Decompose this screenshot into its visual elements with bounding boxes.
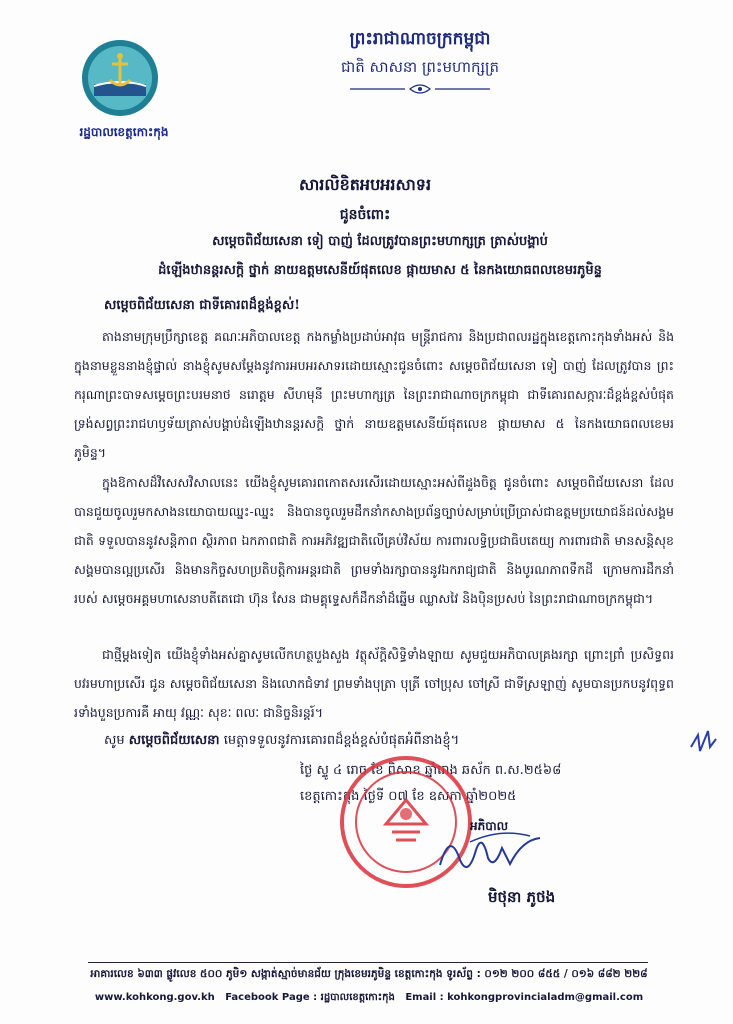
salutation: សម្តេចពិជ័យសេនា ជាទីគោរពដ៏ខ្ពង់ខ្ពស់!	[104, 298, 300, 313]
footer-contacts	[74, 990, 664, 1005]
closing-prefix: សូម	[104, 733, 125, 748]
body-paragraph-1: តាងនាមក្រុមប្រឹក្សាខេត្ត គណៈអភិបាលខេត្ត កងកម្លាំងប្រដាប់អាវុធ មន្ត្រីរាជការ និងប្រជាពលរដ្ឋក្នុងខេត្តកោះកុងទាំងអស់ និងក្នុងនាមខ្លួននាងខ្ញុំផ្ទាល់ នាងខ្ញុំសូមសម្តែងនូវការអបអរសាទរដោយស្មោះជូនចំពោះ សម្តេចពិជ័យសេនា ទៀ បាញ់ ដែលត្រូវបាន ព្រះករុណាព្រះបាទសម្តេចព្រះបរមនាថ នរោត្តម សីហមុនី ព្រះមហាក្សត្រ នៃព្រះរាជាណាចក្រកម្ពុជា ជាទីគោរពសក្ការៈដ៏ខ្ពង់ខ្ពស់បំផុត ទ្រង់សព្វព្រះរាជហឫទ័យត្រាស់បង្គាប់ដំឡើងឋានន្តរសក្តិ ថ្នាក់ នាយឧត្តមសេនីយ៍ផុតលេខ ផ្កាយមាស ៥ នៃកងយោធពលខេមរភូមិន្ទ។	[74, 329, 674, 460]
lunar-date: ថ្ងៃ ស្ទូ ៤ រោច ខែ ពិសាខ ឆ្នាំរោង ឆស័ក ព.ស.២៥៦៨	[300, 763, 562, 778]
footer-email-link[interactable]: kohkongprovincialadm@gmail.com	[447, 992, 644, 1003]
signatory-name: មិថុនា ភូថង	[488, 888, 556, 906]
motto-ornament	[350, 82, 490, 96]
handwritten-signature	[430, 820, 550, 880]
kingdom-heading: ព្រះរាជាណាចក្រកម្ពុជា	[349, 29, 491, 49]
issuer-name: រដ្ឋបាលខេត្តកោះកុង	[79, 125, 169, 139]
footer-website-link[interactable]: www.kohkong.gov.kh	[94, 992, 215, 1003]
body-paragraph-3: ជាថ្មីម្តងទៀត យើងខ្ញុំទាំងអស់គ្នាសូមលើកហត្ថបួងសួង វត្ថុស័ក្តិសិទ្ធិទាំងឡាយ សូមជួយអភិបាលគ្រងរក្សា ព្រោះព្រាំ ប្រសិទ្ធពរ បវរមហាប្រសើរ ជូន សម្តេចពិជ័យសេនា និងលោកជំទាវ ព្រមទាំងបុត្រា បុត្រី ចៅប្រុស ចៅស្រី ជាទីស្រឡាញ់ សូមបានប្រកបនូវពុទ្ធពរទាំងបួនប្រការគឺ អាយុ វណ្ណៈ សុខៈ ពលៈ ជានិច្ចនិរន្តរ៍។	[74, 647, 674, 720]
province-logo	[80, 38, 160, 118]
closing-name: សម្តេចពិជ័យសេនា	[128, 733, 220, 748]
national-motto: ជាតិ សាសនា ព្រះមហាក្សត្រ	[340, 58, 500, 76]
recipient-line-2: ដំឡើងឋានន្តរសក្តិ ថ្នាក់ នាយឧត្តមសេនីយ៍ផុតលេខ ផ្កាយមាស ៥ នៃកងយោធពលខេមរភូមិន្ទ	[158, 263, 602, 278]
signatory-role: អភិបាល	[470, 819, 509, 833]
footer-email-label: Email :	[405, 992, 444, 1003]
recipient-line-1: សម្តេចពិជ័យសេនា ទៀ បាញ់ ដែលត្រូវបានព្រះមហាក្សត្រ ត្រាស់បង្គាប់	[212, 234, 548, 249]
closing-suffix: មេត្តាទទួលនូវការគោរពដ៏ខ្ពង់ខ្ពស់បំផុតអំពីនាងខ្ញុំ។	[223, 733, 460, 748]
letter-title: សារលិខិតអបអរសាទរ	[298, 175, 432, 194]
initial-mark	[688, 727, 718, 755]
solar-date: ខេត្តកោះកុង ថ្ងៃទី ០៧ ខែ ឧសភា ឆ្នាំ២០២៥	[300, 789, 517, 804]
footer-facebook-link[interactable]: រដ្ឋបាលខេត្តកោះកុង	[320, 992, 395, 1003]
footer-facebook-label: Facebook Page :	[225, 992, 318, 1003]
addressed-to: ជូនចំពោះ	[339, 207, 391, 223]
footer-divider	[88, 962, 648, 963]
body-paragraph-2: ក្នុងឱកាសដ៏វិសេសវិសាលនេះ យើងខ្ញុំសូមគោរពកោតសរសើរដោយស្មោះអស់ពីដួងចិត្ត ជូនចំពោះ សម្តេចពិជ័យសេនា ដែលបានជួយចូលរួមកសាងនយោបាយឈ្នះ-ឈ្នះ និងបានចូលរួមដឹកនាំកសាងប្រព័ន្ធច្បាប់សម្រាប់ប្រើប្រាស់ជាឧត្តមប្រយោជន៍ដល់សង្គមជាតិ ទទួលបាននូវសន្តិភាព ស្ថិរភាព ឯកភាពជាតិ ការអភិវឌ្ឍជាតិលើគ្រប់វិស័យ ការពារលទ្ធិប្រជាធិបតេយ្យ ការពារជាតិ មានសន្តិសុខសង្គមបានល្អប្រសើរ និងមានកិច្ចសហប្រតិបត្តិការអន្តរជាតិ ព្រមទាំងរក្សាបាននូវឯករាជ្យជាតិ និងបូរណភាពទឹកដី ក្រោមការដឹកនាំរបស់ សម្តេចអគ្គមហាសេនាបតីតេជោ ហ៊ុន សែន ជាមគ្គុទ្ទេសក៏ដឹកនាំដ៏ឆ្នើម ឈ្លាសវៃ និងប៉ិនប្រសប់ នៃព្រះរាជាណាចក្រកម្ពុជា។	[74, 475, 674, 606]
footer-address: អាគារលេខ ៦៣៣ ផ្លូវលេខ ៥០០ ភូមិ១ សង្កាត់ស្មាច់មានជ័យ ក្រុងខេមរភូមិន្ទ ខេត្តកោះកុង ទូរស័ព្ទ : ០១២ ២០០ ៨៥៥ / ០១៦ ៨៨២ ២២៨	[90, 968, 648, 980]
closing-line	[104, 732, 664, 751]
